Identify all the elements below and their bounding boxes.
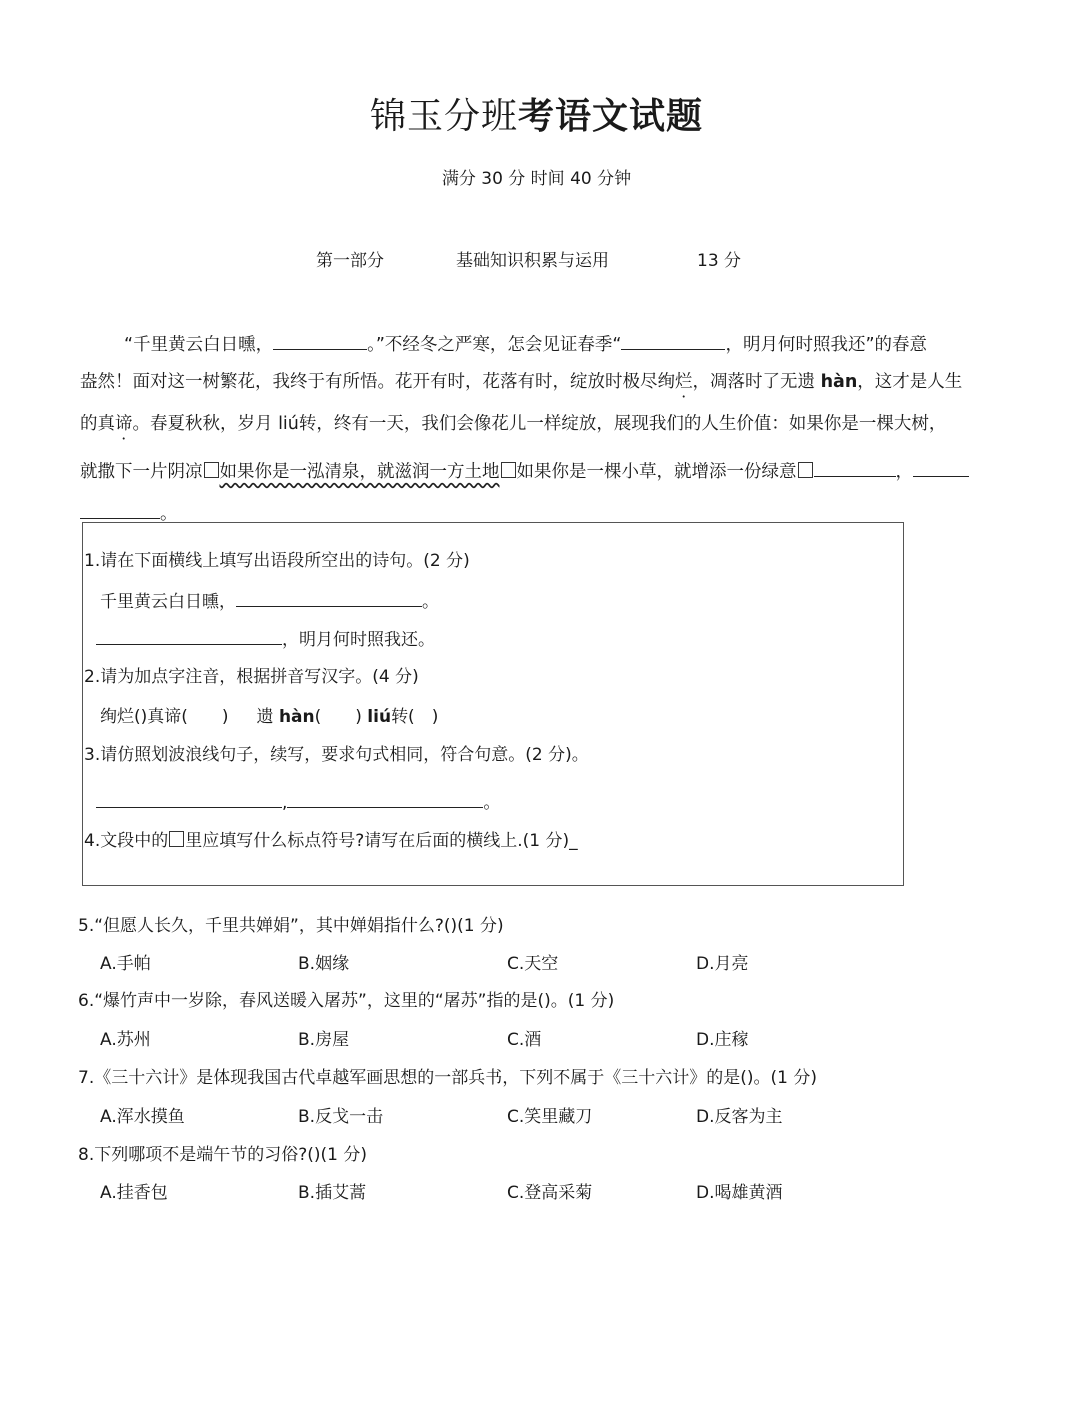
q2-text: 2.请为加点字注音，根据拼音写汉字。(4 分): [84, 667, 419, 687]
q7-option-d[interactable]: D.反客为主: [696, 1107, 783, 1127]
q6-option-a[interactable]: A.苏州: [100, 1030, 151, 1050]
dotted-char-di: 谛: [115, 414, 133, 434]
q3-answer-1[interactable]: [96, 791, 282, 808]
passage-blank-3: [814, 460, 896, 477]
q6-text: 6.“爆竹声中一岁除，春风送暖入屠苏”，这里的“屠苏”指的是()。(1 分): [78, 991, 615, 1011]
q1-line-1: 千里黄云白日曛， 。: [100, 592, 439, 612]
q8-option-c[interactable]: C.登高采菊: [507, 1183, 593, 1203]
part-topic: 基础知识积累与运用: [456, 251, 609, 271]
passage-blank-5: [80, 502, 160, 519]
q8-text: 8.下列哪项不是端午节的习俗?()(1 分): [78, 1145, 367, 1165]
q1-line-2: ，明月何时照我还。: [96, 625, 435, 650]
punct-box-1: [204, 462, 219, 478]
passage-line-2: 盎然！面对这一树繁花，我终于有所悟。花开有时，花落有时，绽放时极尽绚烂，凋落时了无遗 hàn，这才是人生: [80, 372, 963, 392]
dotted-char-lan: 烂: [675, 372, 693, 392]
subtitle: 满分 30 分 时间 40 分钟: [441, 169, 632, 189]
q3-answer-2[interactable]: [287, 791, 483, 808]
punct-box-ref: [169, 831, 184, 847]
q5-option-c[interactable]: C.天空: [507, 954, 559, 974]
q5-option-a[interactable]: A.手帕: [100, 954, 151, 974]
q4-text: 4.文段中的 里应填写什么标点符号?请写在后面的横线上.(1 分)_: [84, 831, 578, 851]
q8-option-d[interactable]: D.喝雄黄酒: [696, 1183, 783, 1203]
q7-option-b[interactable]: B.反戈一击: [298, 1107, 384, 1127]
pinyin-han: hàn: [820, 372, 858, 392]
q6-option-c[interactable]: C.酒: [507, 1030, 542, 1050]
q7-text: 7.《三十六计》是体现我国古代卓越军画思想的一部兵书，下列不属于《三十六计》的是()。(1 分): [78, 1068, 817, 1088]
wavy-sentence: 如果你是一泓清泉，就滋润一方土地: [219, 462, 500, 482]
passage-blank-4: [913, 460, 969, 477]
title-light: 锦玉分班: [369, 96, 518, 137]
passage-line-1: “千里黄云白日曛， 。”不经冬之严寒，怎会见证春季“ ，明月何时照我还”的春意: [124, 335, 928, 355]
q6-option-d[interactable]: D.庄稼: [696, 1030, 749, 1050]
punct-box-3: [798, 462, 813, 478]
passage-line-4: 就撒下一片阴凉 如果你是一泓清泉，就滋润一方土地 如果你是一棵小草，就增添一份绿意 ，: [80, 458, 969, 483]
passage-blank-1: [273, 333, 367, 350]
q7-option-a[interactable]: A.浑水摸鱼: [100, 1107, 185, 1127]
pinyin-liu: liú: [278, 414, 299, 434]
q5-text: 5.“但愿人长久，千里共婵娟”，其中婵娟指什么?()(1 分): [78, 916, 504, 936]
passage-blank-2: [621, 333, 725, 350]
q8-option-a[interactable]: A.挂香包: [100, 1183, 168, 1203]
q6-option-b[interactable]: B.房屋: [298, 1030, 350, 1050]
title-bold: 考语文试题: [518, 96, 704, 137]
q3-line: , 。: [96, 788, 500, 813]
q5-option-b[interactable]: B.姻缘: [298, 954, 350, 974]
q8-option-b[interactable]: B.插艾蒿: [298, 1183, 367, 1203]
q2-items: 绚烂()真谛( ) 遗 hàn( ) liú转( ): [100, 707, 439, 727]
q1-answer-2[interactable]: [96, 628, 282, 645]
q1-answer-1[interactable]: [236, 590, 422, 607]
q7-option-c[interactable]: C.笑里藏刀: [507, 1107, 593, 1127]
page-title: [0, 88, 1073, 139]
part-name: 第一部分: [316, 251, 384, 271]
passage-line-3: 的真谛。春夏秋秋，岁月 liú转，终有一天，我们会像花儿一样绽放，展现我们的人生价值：如果你是一棵大树，: [80, 414, 947, 434]
part-score: 13 分: [697, 251, 742, 271]
punct-box-2: [501, 462, 516, 478]
passage-line-5: 。: [80, 500, 178, 525]
q3-text: 3.请仿照划波浪线句子，续写，要求句式相同，符合句意。(2 分)。: [84, 745, 589, 765]
q1-text: 1.请在下面横线上填写出语段所空出的诗句。(2 分): [84, 551, 470, 571]
q5-option-d[interactable]: D.月亮: [696, 954, 749, 974]
